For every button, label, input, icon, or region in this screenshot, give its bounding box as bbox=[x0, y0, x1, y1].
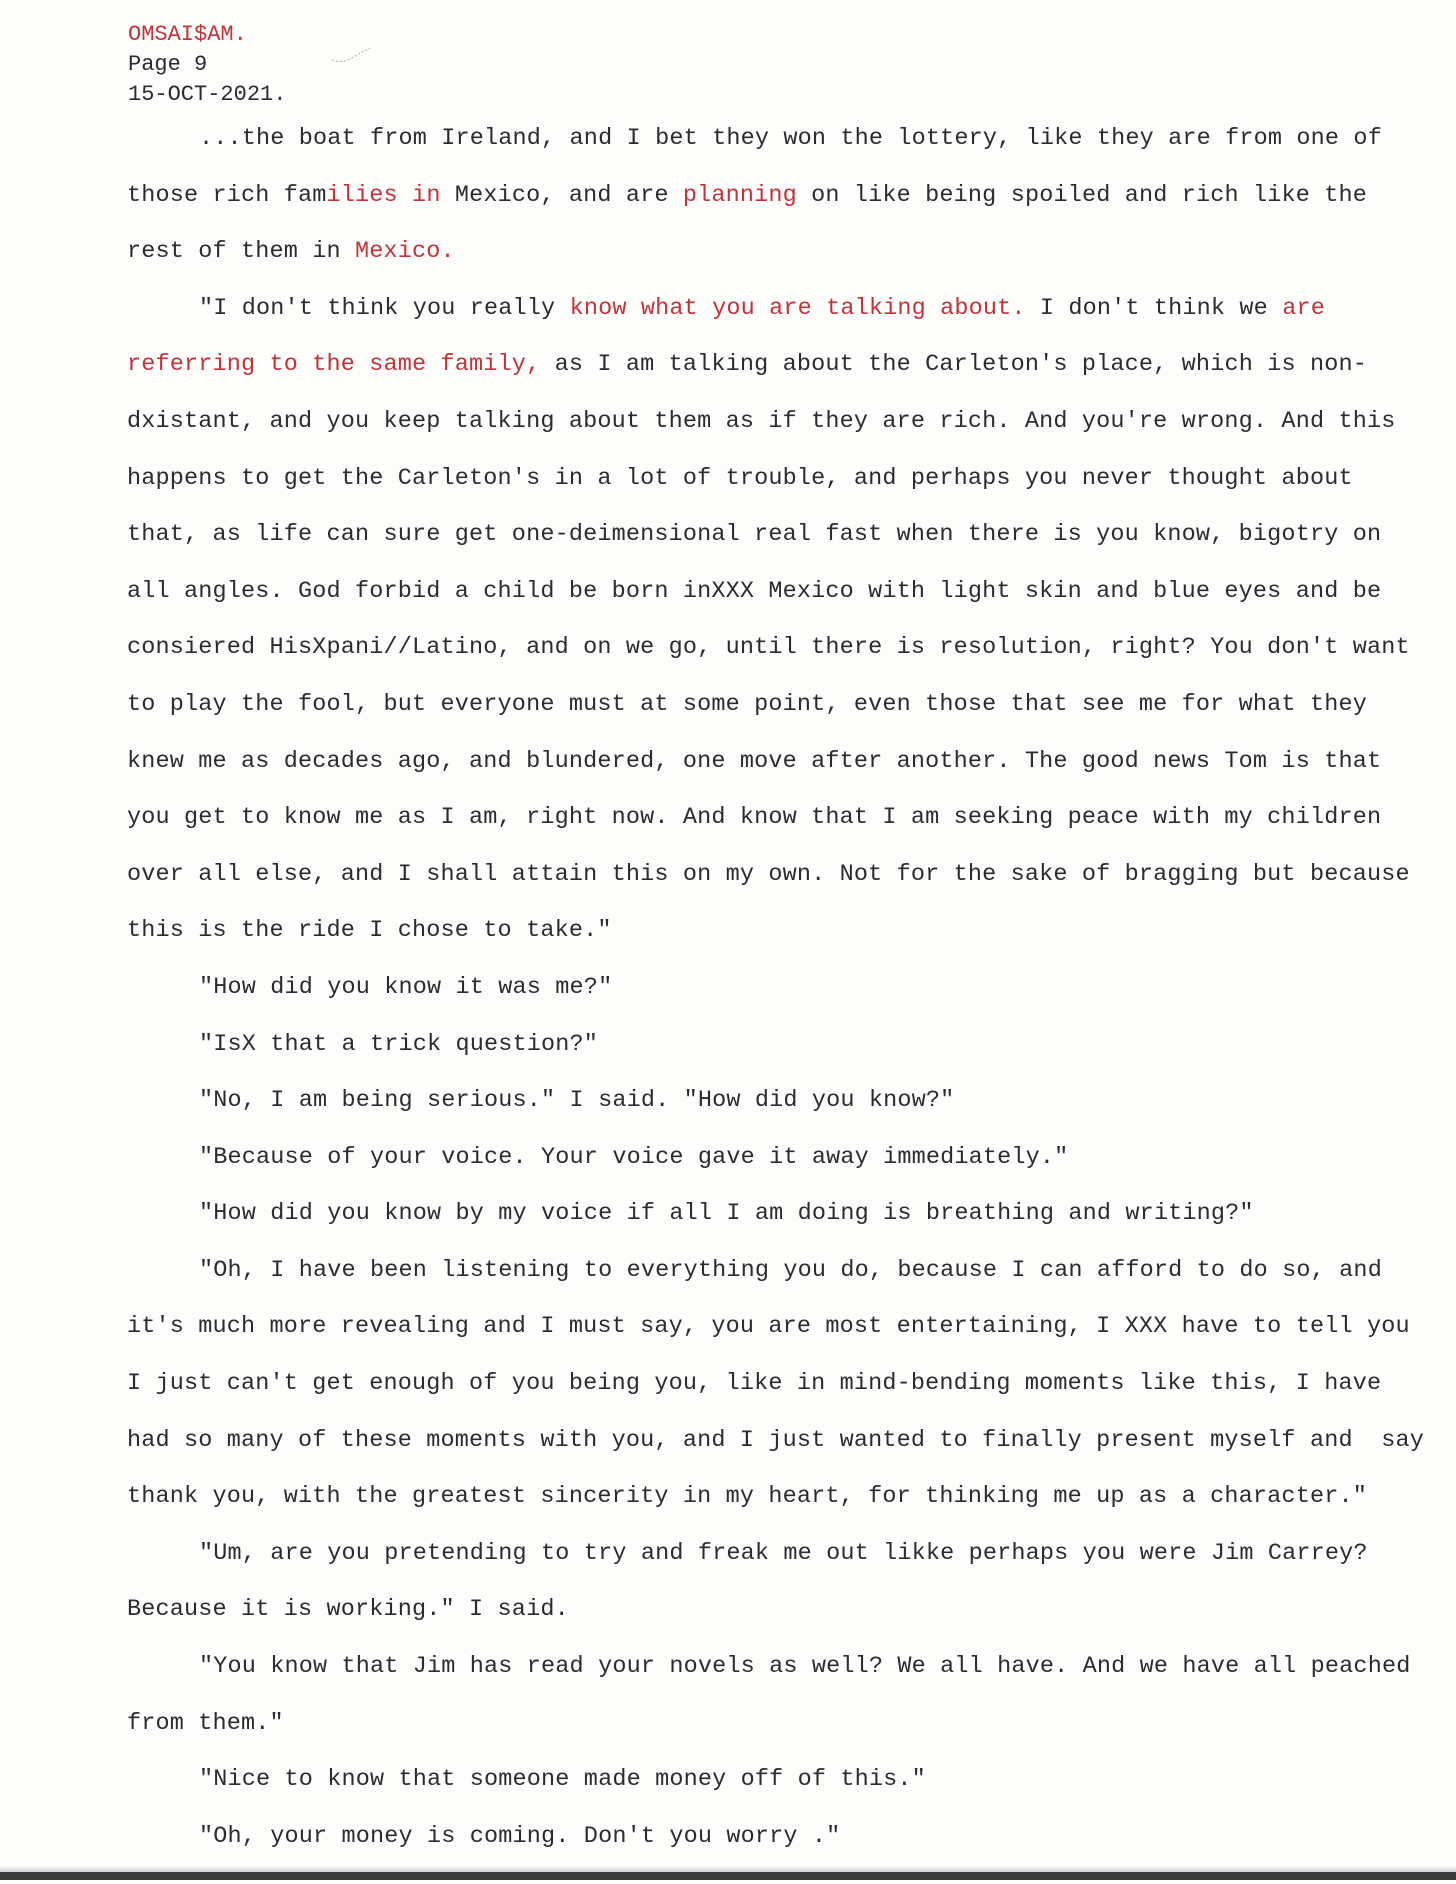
text-line bbox=[127, 577, 1437, 634]
text-segment: this is the ride I chose to take." bbox=[127, 917, 612, 945]
text-segment: happens to get the Carleton's in a lot of trouble, and perhaps you never thought about bbox=[127, 464, 1353, 492]
text-segment: as I am talking about the Carleton's place, which is non- bbox=[540, 351, 1367, 379]
text-segment: over all else, and I shall attain this on my own. Not for the sake of bragging but because bbox=[127, 860, 1410, 888]
text-segment: "No, I am being serious." I said. "How did you know?" bbox=[199, 1087, 955, 1115]
text-segment: rest of them in bbox=[127, 238, 356, 266]
red-text-segment: Mexico. bbox=[355, 238, 455, 266]
text-segment: it's much more revealing and I must say, you are most entertaining, I XXX have to tell you bbox=[127, 1313, 1410, 1341]
text-line bbox=[127, 1709, 1437, 1766]
text-segment: that, as life can sure get one-deimensional real fast when there is you know, bigotry on bbox=[127, 521, 1382, 549]
page-header bbox=[128, 20, 286, 110]
text-segment: I don't think we bbox=[1025, 294, 1283, 322]
header-code: OMSAI$AM. bbox=[128, 22, 247, 47]
text-line bbox=[127, 916, 1437, 973]
red-text-segment: ilies in bbox=[326, 181, 441, 209]
text-segment: had so many of these moments with you, and I just wanted to finally present myself and say bbox=[127, 1426, 1424, 1454]
text-segment: I just can't get enough of you being you, like in mind-bending moments like this, I have bbox=[127, 1370, 1382, 1398]
text-segment: "How did you know by my voice if all I am doing is breathing and writing?" bbox=[199, 1200, 1254, 1228]
text-line bbox=[127, 124, 1437, 181]
text-segment: consiered HisXpani//Latino, and on we go, until there is resolution, right? You don't want bbox=[127, 634, 1410, 662]
text-segment: "Oh, your money is coming. Don't you worry ." bbox=[199, 1822, 841, 1850]
text-line bbox=[127, 1086, 1437, 1143]
text-line bbox=[127, 1369, 1437, 1426]
text-line bbox=[127, 1199, 1437, 1256]
text-line bbox=[127, 1426, 1437, 1483]
text-line bbox=[127, 181, 1437, 238]
text-line bbox=[127, 1482, 1437, 1539]
text-line bbox=[127, 1539, 1437, 1596]
text-line bbox=[127, 690, 1437, 747]
text-segment: Because it is working." I said. bbox=[127, 1596, 569, 1624]
text-line bbox=[127, 1765, 1437, 1822]
red-text-segment: are bbox=[1282, 294, 1325, 322]
text-line bbox=[127, 237, 1437, 294]
text-line bbox=[127, 1030, 1437, 1087]
text-line bbox=[127, 350, 1437, 407]
text-segment: knew me as decades ago, and blundered, one move after another. The good news Tom is that bbox=[127, 747, 1382, 775]
text-line bbox=[127, 1595, 1437, 1652]
text-segment: "Because of your voice. Your voice gave it away immediately." bbox=[199, 1143, 1069, 1171]
scan-edge bbox=[0, 1872, 1456, 1880]
text-segment: "IsX that a trick question?" bbox=[199, 1030, 599, 1058]
text-segment: to play the fool, but everyone must at some point, even those that see me for what they bbox=[127, 690, 1367, 718]
text-line bbox=[127, 294, 1437, 351]
text-segment: on like being spoiled and rich like the bbox=[796, 181, 1367, 209]
text-segment: "You know that Jim has read your novels as well? We all have. And we have all peached bbox=[199, 1653, 1411, 1681]
text-segment: all angles. God forbid a child be born inXXX Mexico with light skin and blue eyes and be bbox=[127, 577, 1382, 605]
text-segment: from them." bbox=[127, 1709, 284, 1737]
text-segment: "Oh, I have been listening to everything you do, because I can afford to do so, and bbox=[199, 1256, 1382, 1284]
text-segment: "I don't think you really bbox=[199, 294, 570, 322]
header-page-number: Page 9 bbox=[128, 52, 208, 77]
red-text-segment: planning bbox=[682, 181, 797, 209]
text-segment: you get to know me as I am, right now. And know that I am seeking peace with my children bbox=[127, 804, 1382, 832]
text-line bbox=[127, 1256, 1437, 1313]
text-line bbox=[127, 973, 1437, 1030]
red-text-segment: referring to the same family, bbox=[127, 351, 541, 379]
text-line bbox=[127, 464, 1437, 521]
text-segment: "Um, are you pretending to try and freak me out likke perhaps you were Jim Carrey? bbox=[199, 1539, 1368, 1567]
text-line bbox=[127, 520, 1437, 577]
pen-mark-icon bbox=[330, 40, 380, 70]
text-line bbox=[127, 860, 1437, 917]
manuscript-body bbox=[127, 124, 1437, 1878]
text-line bbox=[127, 633, 1437, 690]
text-segment: Mexico, and are bbox=[440, 181, 683, 209]
text-line bbox=[127, 803, 1437, 860]
red-text-segment: know what you are talking about. bbox=[569, 294, 1026, 322]
text-line bbox=[127, 747, 1437, 804]
text-segment: "How did you know it was me?" bbox=[199, 973, 613, 1001]
text-segment: ...the boat from Ireland, and I bet they won the lottery, like they are from one of bbox=[199, 125, 1382, 152]
text-segment: "Nice to know that someone made money off of this." bbox=[199, 1766, 926, 1794]
text-line bbox=[127, 1143, 1437, 1200]
text-line bbox=[127, 407, 1437, 464]
text-segment: those rich fam bbox=[127, 181, 327, 209]
text-segment: dxistant, and you keep talking about them as if they are rich. And you're wrong. And this bbox=[127, 407, 1396, 435]
text-line bbox=[127, 1312, 1437, 1369]
header-date: 15-OCT-2021. bbox=[128, 82, 287, 107]
text-segment: thank you, with the greatest sincerity in my heart, for thinking me up as a character." bbox=[127, 1483, 1367, 1511]
text-line bbox=[127, 1652, 1437, 1709]
